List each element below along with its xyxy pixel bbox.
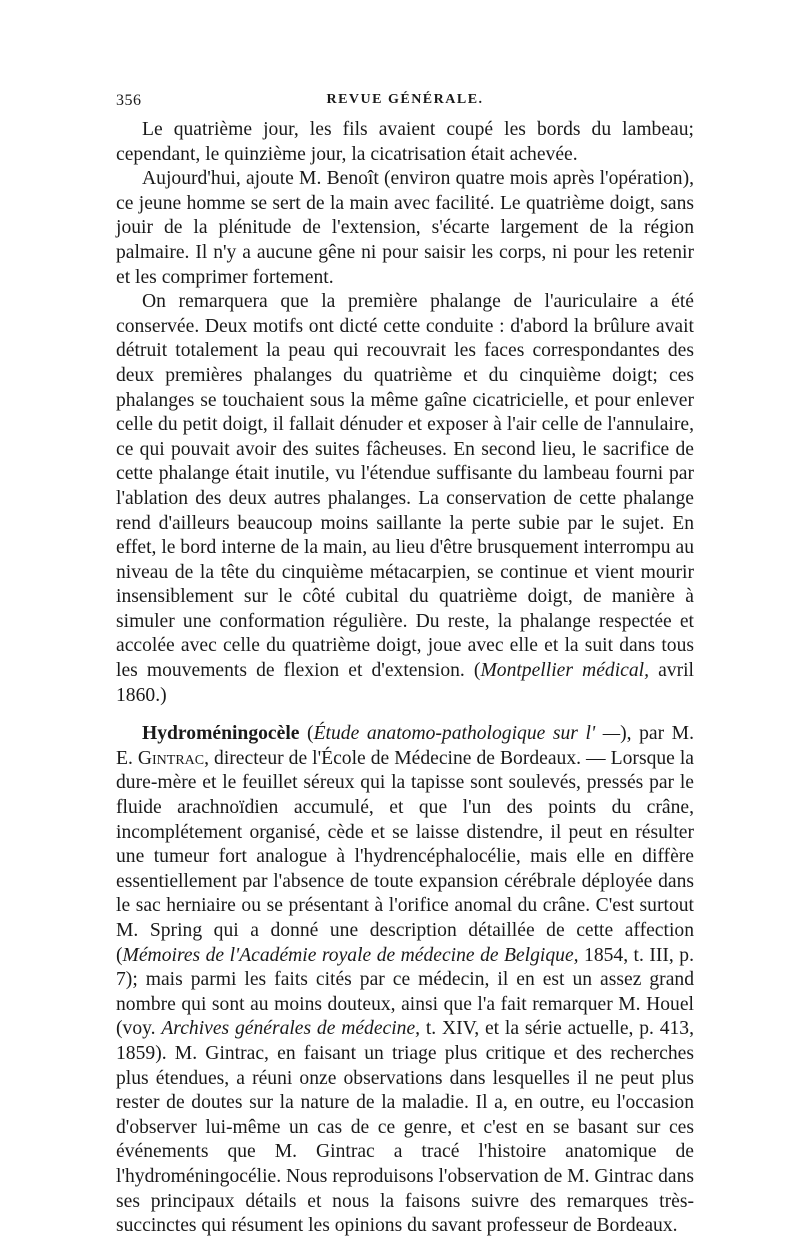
citation-date: avril 1860.) — [116, 660, 694, 706]
section-text-part2: 1854, t. III, p. 7); mais parmi les faits cités par ce médecin, il en est un assez grand nombre qui sont au moins douteux, ainsi que l'a fait remarquer M. Houel (voy. — [116, 944, 694, 1040]
page-number: 356 — [116, 92, 142, 109]
author-name: Gintrac — [137, 747, 205, 769]
journal-page — [116, 92, 694, 1239]
paragraph-healing: Le quatrième jour, les fils avaient coupé les bords du lambeau; cependant, le quinzième jour, la cicatrisation était achevée. — [116, 119, 694, 165]
running-head — [116, 92, 694, 118]
section-text-part1: , directeur de l'École de Médecine de Bordeaux. — Lorsque la dure-mère et le feuillet séreux qui la tapisse sont soulevés, pressés par le fluide arachnoïdien accumulé, et que l'un des points du crâne, incomplétement organisé, cède et se laisse distendre, il peut en résulter une tumeur fort analogue à l'hydrencéphalocélie, mais elle en diffère essentiellement par l'absence de toute expansion cérébrale déployée dans le sac herniaire ou se présentant à l'orifice anomal du crâne. C'est surtout M. Spring qui a donné une description détaillée de cette affection ( — [116, 747, 694, 966]
subtitle-open: ( — [299, 723, 314, 745]
citation-open: ( — [464, 660, 481, 682]
citation-source: Montpellier médical, — [480, 660, 649, 682]
section-text-part3: t. XIV, et la série actuelle, p. 413, 1859). M. Gintrac, en faisant un triage plus critique et des recherches plus étendues, a réuni onze observations dans lesquelles il ne peut plus rester de doutes sur la nature de la maladie. Il a, en outre, eu l'occasion d'observer lui-même un cas de ce genre, et c'est en se basant sur ces événements que M. Gintrac a tracé l'histoire anatomique de l'hydroméningocélie. Nous reproduisons l'observation de M. Gintrac dans ses principaux détails et nous la faisons suivre des remarques très-succinctes qui résument les opinions du savant professeur de Bordeaux. — [116, 1018, 694, 1237]
section-subtitle: Étude anatomo-pathologique sur l' — — [313, 723, 621, 745]
paragraph-phalanx-conservation — [116, 290, 694, 708]
reference-archives: Archives générales de médecine, — [161, 1018, 421, 1040]
section-divider-space — [116, 708, 694, 722]
reference-memoires: Mémoires de l'Académie royale de médecine de Belgique, — [122, 944, 579, 966]
paragraph-outcome: Aujourd'hui, ajoute M. Benoît (environ quatre mois après l'opération), ce jeune homme se sert de la main avec facilité. Le quatrième doigt, sans jouir de la plénitude de l'extension, s'écarte largement de la région palmaire. Il n'y a aucune gêne ni pour saisir les corps, ni pour les retenir et les comprimer fortement. — [116, 168, 694, 288]
section-hydromeningocele — [116, 722, 694, 1238]
subtitle-close-byline: ), par M. E. — [116, 723, 695, 769]
section-title: Hydroméningocèle — [142, 723, 300, 745]
paragraph-phalanx-text: On remarquera que la première phalange de l'auriculaire a été conservée. Deux motifs ont dicté cette conduite : d'abord la brûlure avait détruit totalement la peau qui recouvrait les faces correspondantes des deux premières phalanges du quatrième et du cinquième doigt; ces phalanges se touchaient sous la même gaîne cicatricielle, et pour enlever celle du petit doigt, il fallait dénuder et exposer à l'air celle de l'annulaire, ce qui pouvait avoir des suites fâcheuses. En second lieu, le sacrifice de cette phalange était inutile, vu l'étendue suffisante du lambeau fourni par l'ablation des deux autres phalanges. La conservation de cette phalange rend d'ailleurs beaucoup moins saillante la perte subie par le sujet. En effet, le bord interne de la main, au lieu d'être brusquement interrompu au niveau de la tête du cinquième métacarpien, se continue et vient mourir insensiblement sur le côté cubital du quatrième doigt, de manière à simuler une conformation régulière. Du reste, la phalange respectée et accolée avec celle du quatrième doigt, joue avec elle et la suit dans tous les mouvements de flexion et d'extension. — [116, 291, 694, 682]
running-title: REVUE GÉNÉRALE. — [326, 92, 484, 107]
